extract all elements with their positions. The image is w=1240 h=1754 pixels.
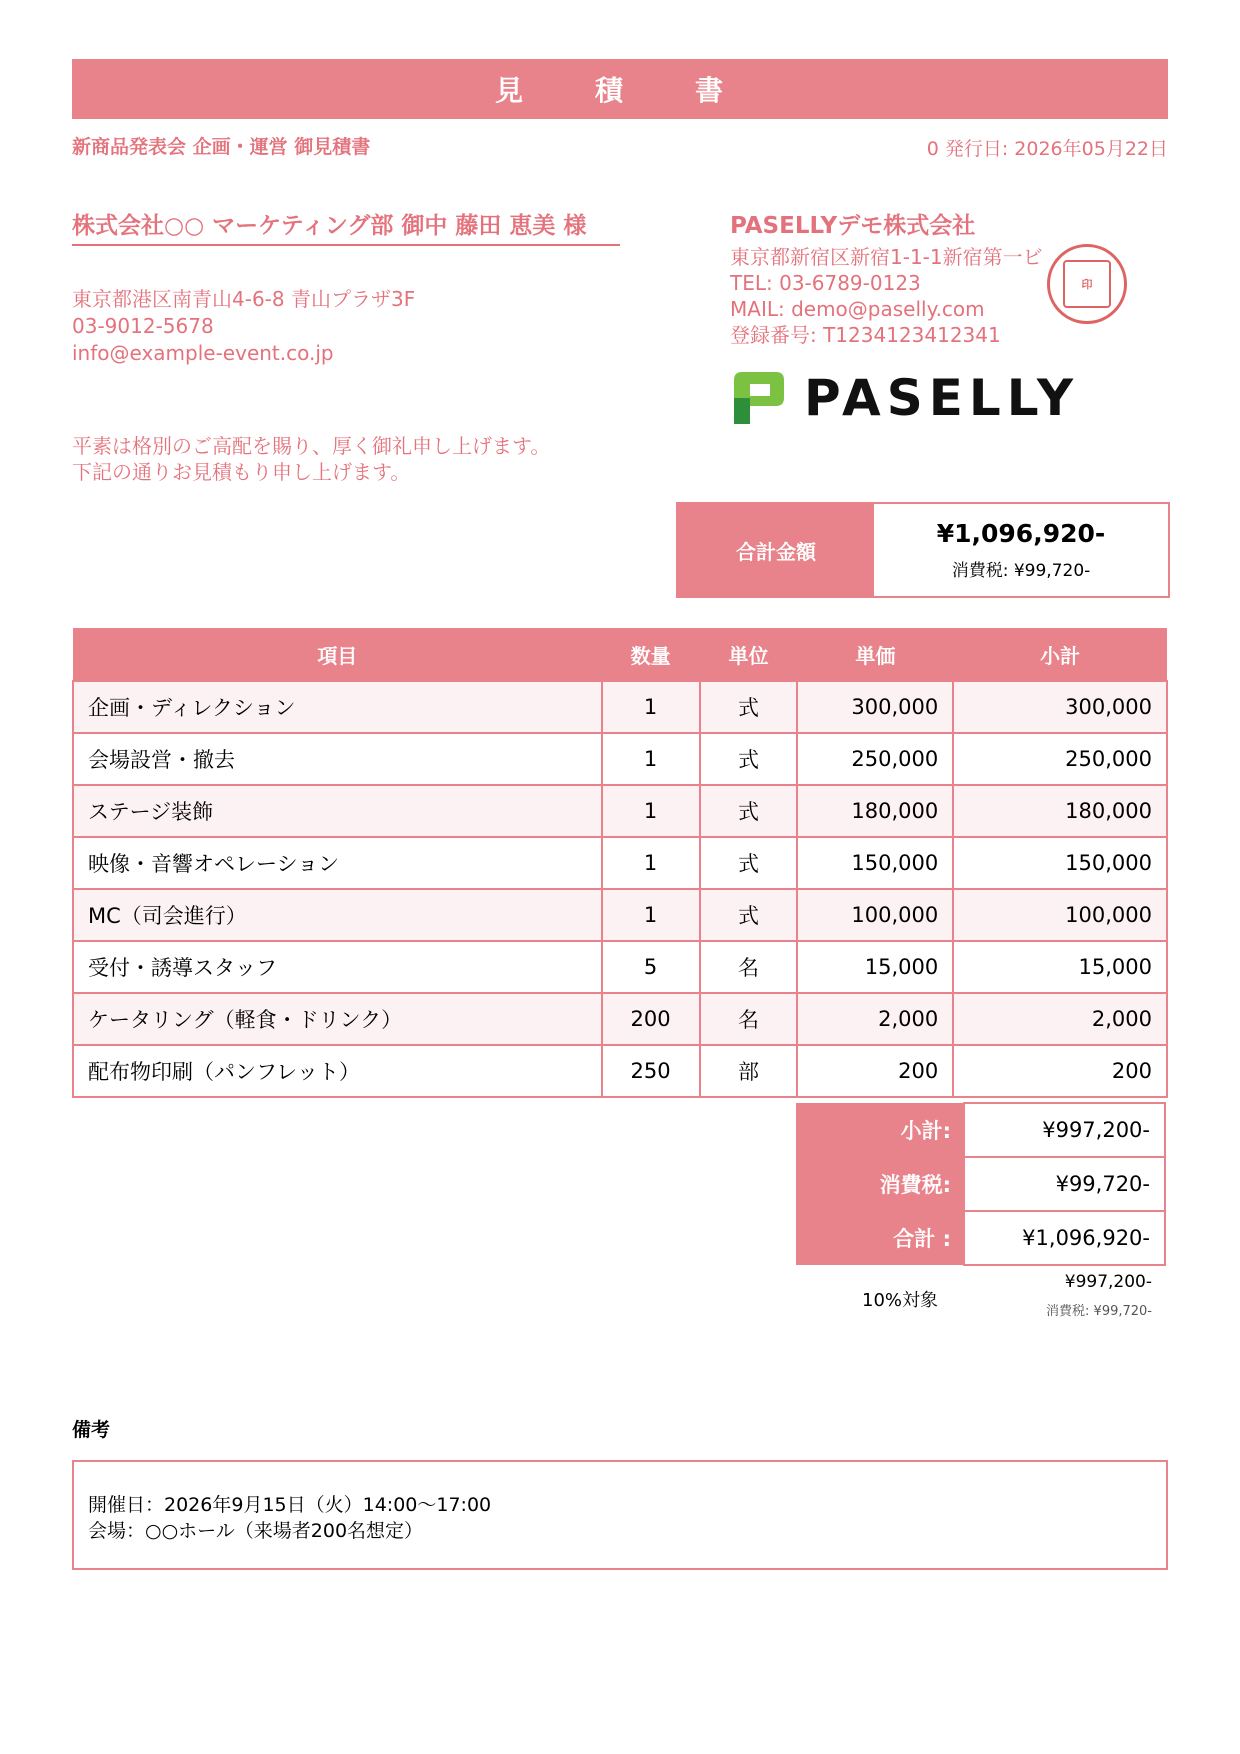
- summary-table: [796, 1102, 1166, 1266]
- item-price: 2,000: [797, 993, 953, 1045]
- summary-total-row: [796, 1211, 1165, 1265]
- company-seal-stamp: [1047, 244, 1127, 324]
- item-name: ケータリング（軽食・ドリンク）: [73, 993, 602, 1045]
- greeting-line-1: 平素は格別のご高配を賜り、厚く御礼申し上げます。: [72, 434, 551, 458]
- document-title: 見 積 書: [72, 59, 1168, 119]
- item-name: 会場設営・撤去: [73, 733, 602, 785]
- company-tel: TEL: 03-6789-0123: [730, 271, 921, 295]
- tax-label: 消費税:: [796, 1157, 964, 1211]
- greeting: [72, 433, 550, 485]
- item-qty: 5: [602, 941, 700, 993]
- item-qty: 1: [602, 889, 700, 941]
- tax-rate-tax: 消費税: ¥99,720-: [1046, 1304, 1152, 1319]
- item-name: ステージ装飾: [73, 785, 602, 837]
- grand-total-box: [676, 502, 1170, 598]
- issue-date: 0 発行日: 2026年05月22日: [926, 138, 1168, 160]
- item-unit: 式: [700, 837, 798, 889]
- table-header-row: [73, 628, 1167, 681]
- item-name: 受付・誘導スタッフ: [73, 941, 602, 993]
- notes-box: [72, 1460, 1168, 1570]
- item-subtotal: 180,000: [953, 785, 1167, 837]
- item-price: 100,000: [797, 889, 953, 941]
- notes-line-1: 開催日：2026年9月15日（火）14:00〜17:00: [88, 1494, 492, 1516]
- grand-total-amount: ¥1,096,920-: [936, 519, 1106, 548]
- company-info: [730, 244, 1043, 348]
- item-qty: 250: [602, 1045, 700, 1097]
- client-phone: 03-9012-5678: [72, 314, 214, 338]
- item-unit: 部: [700, 1045, 798, 1097]
- item-unit: 式: [700, 889, 798, 941]
- table-row: [73, 941, 1167, 993]
- table-row: [73, 733, 1167, 785]
- company-mail: MAIL: demo@paselly.com: [730, 297, 985, 321]
- item-qty: 1: [602, 837, 700, 889]
- header-price: 単価: [797, 628, 953, 681]
- header-unit: 単位: [700, 628, 798, 681]
- tax-value: ¥99,720-: [964, 1157, 1165, 1211]
- notes-title: 備考: [72, 1419, 111, 1441]
- item-price: 180,000: [797, 785, 953, 837]
- grand-total-tax: 消費税: ¥99,720-: [951, 561, 1091, 581]
- grand-total-value: [874, 504, 1168, 596]
- company-logo: [730, 368, 1079, 428]
- grand-total-label: 合計金額: [678, 504, 874, 596]
- item-unit: 式: [700, 681, 798, 733]
- item-qty: 1: [602, 785, 700, 837]
- tax-rate-label: 10%対象: [862, 1290, 939, 1311]
- item-subtotal: 200: [953, 1045, 1167, 1097]
- company-block: [730, 212, 1043, 348]
- item-unit: 式: [700, 733, 798, 785]
- logo-text: PASELLY: [804, 369, 1080, 427]
- company-address: 東京都新宿区新宿1-1-1新宿第一ビ: [730, 245, 1043, 269]
- client-info: [72, 286, 415, 367]
- item-name: MC（司会進行）: [73, 889, 602, 941]
- client-name: 株式会社○○ マーケティング部 御中 藤田 恵美 様: [72, 212, 620, 246]
- item-unit: 名: [700, 941, 798, 993]
- greeting-line-2: 下記の通りお見積もり申し上げます。: [72, 460, 411, 484]
- company-name: PASELLYデモ株式会社: [730, 213, 976, 239]
- item-subtotal: 300,000: [953, 681, 1167, 733]
- subtotal-label: 小計:: [796, 1103, 964, 1157]
- summary-subtotal-row: [796, 1103, 1165, 1157]
- item-subtotal: 250,000: [953, 733, 1167, 785]
- header-subtotal: 小計: [953, 628, 1167, 681]
- item-subtotal: 2,000: [953, 993, 1167, 1045]
- subject: 新商品発表会 企画・運営 御見積書: [72, 136, 371, 158]
- table-row: [73, 681, 1167, 733]
- table-row: [73, 785, 1167, 837]
- seal-inner: 印: [1063, 260, 1111, 308]
- item-qty: 1: [602, 733, 700, 785]
- item-qty: 200: [602, 993, 700, 1045]
- item-unit: 名: [700, 993, 798, 1045]
- item-unit: 式: [700, 785, 798, 837]
- total-label: 合計 :: [796, 1211, 964, 1265]
- item-subtotal: 100,000: [953, 889, 1167, 941]
- item-name: 配布物印刷（パンフレット）: [73, 1045, 602, 1097]
- item-price: 300,000: [797, 681, 953, 733]
- item-subtotal: 15,000: [953, 941, 1167, 993]
- item-price: 200: [797, 1045, 953, 1097]
- company-reg: 登録番号: T1234123412341: [730, 323, 1001, 347]
- tax-rate-amount: ¥997,200-: [1064, 1272, 1152, 1292]
- client-email: info@example-event.co.jp: [72, 341, 334, 365]
- logo-mark-icon: [730, 368, 786, 428]
- summary-tax-row: [796, 1157, 1165, 1211]
- item-qty: 1: [602, 681, 700, 733]
- notes-line-2: 会場：○○ホール（来場者200名想定）: [88, 1520, 424, 1542]
- subtotal-value: ¥997,200-: [964, 1103, 1165, 1157]
- item-price: 150,000: [797, 837, 953, 889]
- total-value: ¥1,096,920-: [964, 1211, 1165, 1265]
- header-qty: 数量: [602, 628, 700, 681]
- items-table: [72, 628, 1168, 1098]
- item-subtotal: 150,000: [953, 837, 1167, 889]
- table-row: [73, 993, 1167, 1045]
- client-address: 東京都港区南青山4-6-8 青山プラザ3F: [72, 287, 416, 311]
- item-name: 映像・音響オペレーション: [73, 837, 602, 889]
- item-price: 15,000: [797, 941, 953, 993]
- item-price: 250,000: [797, 733, 953, 785]
- table-row: [73, 837, 1167, 889]
- table-row: [73, 889, 1167, 941]
- item-name: 企画・ディレクション: [73, 681, 602, 733]
- table-row: [73, 1045, 1167, 1097]
- header-item: 項目: [73, 628, 602, 681]
